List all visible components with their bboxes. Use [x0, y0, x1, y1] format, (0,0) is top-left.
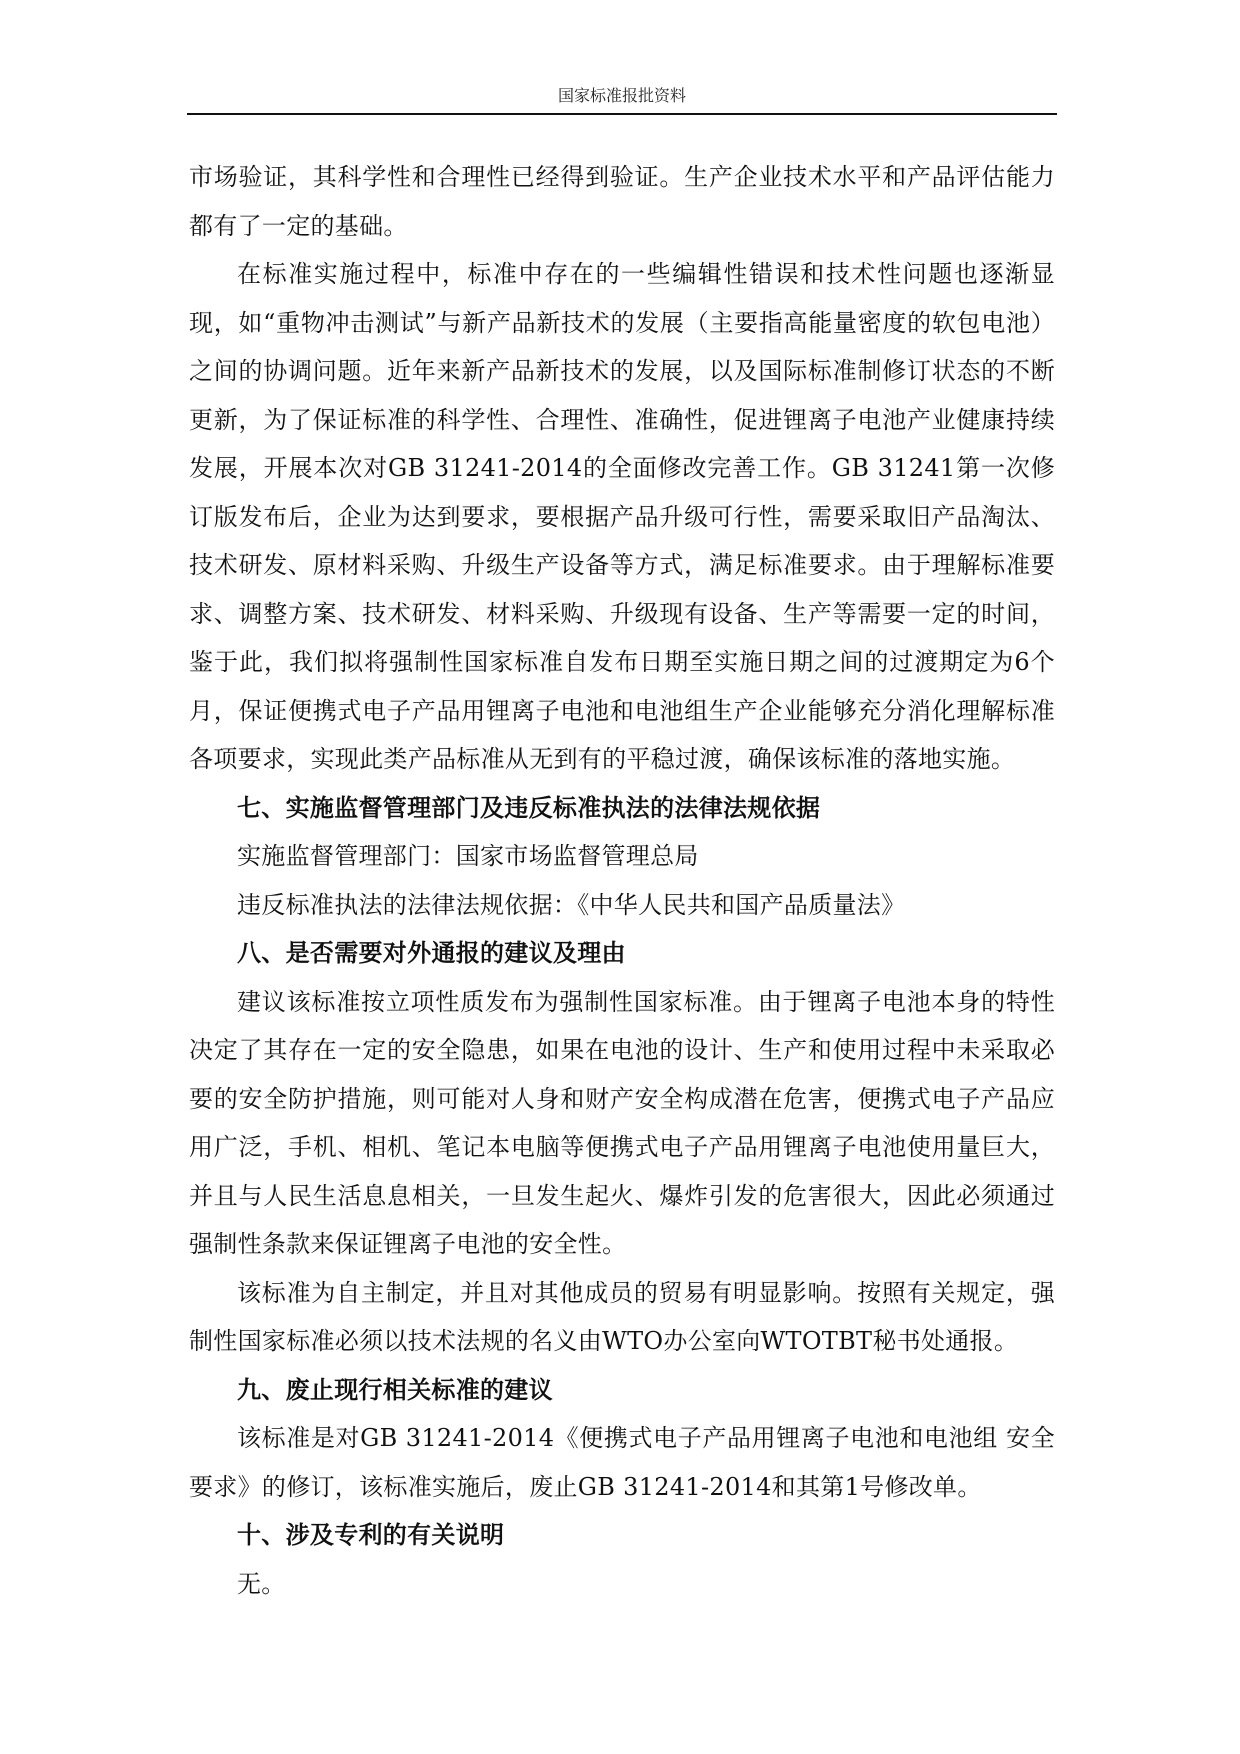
- page-header: 国家标准报批资料: [557, 86, 686, 105]
- section-heading-9: 九、废止现行相关标准的建议: [237, 1375, 553, 1404]
- document-body: [189, 153, 1055, 1608]
- paragraph-supervision-dept: 实施监督管理部门：国家市场监督管理总局: [237, 842, 699, 870]
- paragraph-implementation: 在标准实施过程中，标准中存在的一些编辑性错误和技术性问题也逐渐显现，如“重物冲击测试”与新产品新技术的发展（主要指高能量密度的软包电池）之间的协调问题。近年来新产品新技术的发展，以及国际标准制修订状态的不断更新，为了保证标准的科学性、合理性、准确性，促进锂离子电池产业健康持续发展，开展本次对GB 31241-2014的全面修改完善工作。GB 31241第一次修订版发布后，企业为达到要求，要根据产品升级可行性，需要采取旧产品淘汰、技术研发、原材料采购、升级生产设备等方式，满足标准要求。由于理解标准要求、调整方案、技术研发、材料采购、升级现有设备、生产等需要一定的时间，鉴于此，我们拟将强制性国家标准自发布日期至实施日期之间的过渡期定为6个月，保证便携式电子产品用锂离子电池和电池组生产企业能够充分消化理解标准各项要求，实现此类产品标准从无到有的平稳过渡，确保该标准的落地实施。: [189, 260, 1055, 773]
- paragraph-abolition: 该标准是对GB 31241-2014《便携式电子产品用锂离子电池和电池组 安全要求》的修订，该标准实施后，废止GB 31241-2014和其第1号修改单。: [189, 1424, 1055, 1501]
- section-heading-7: 七、实施监督管理部门及违反标准执法的法律法规依据: [237, 793, 821, 822]
- section-heading-10: 十、涉及专利的有关说明: [237, 1521, 505, 1549]
- paragraph-patent-none: 无。: [237, 1569, 286, 1598]
- paragraph-wto-notification: 该标准为自主制定，并且对其他成员的贸易有明显影响。按照有关规定，强制性国家标准必须以技术法规的名义由WTO办公室向WTOTBT秘书处通报。: [189, 1278, 1055, 1355]
- paragraph-continuation: 市场验证，其科学性和合理性已经得到验证。生产企业技术水平和产品评估能力都有了一定的基础。: [189, 163, 1055, 240]
- section-heading-8: 八、是否需要对外通报的建议及理由: [237, 939, 626, 967]
- header-rule: [187, 113, 1057, 115]
- paragraph-legal-basis: 违反标准执法的法律法规依据：《中华人民共和国产品质量法》: [237, 890, 906, 919]
- paragraph-notification-reason: 建议该标准按立项性质发布为强制性国家标准。由于锂离子电池本身的特性决定了其存在一定的安全隐患，如果在电池的设计、生产和使用过程中未采取必要的安全防护措施，则可能对人身和财产安全构成潜在危害，便携式电子产品应用广泛，手机、相机、笔记本电脑等便携式电子产品用锂离子电池使用量巨大，并且与人民生活息息相关，一旦发生起火、爆炸引发的危害很大，因此必须通过强制性条款来保证锂离子电池的安全性。: [189, 987, 1055, 1258]
